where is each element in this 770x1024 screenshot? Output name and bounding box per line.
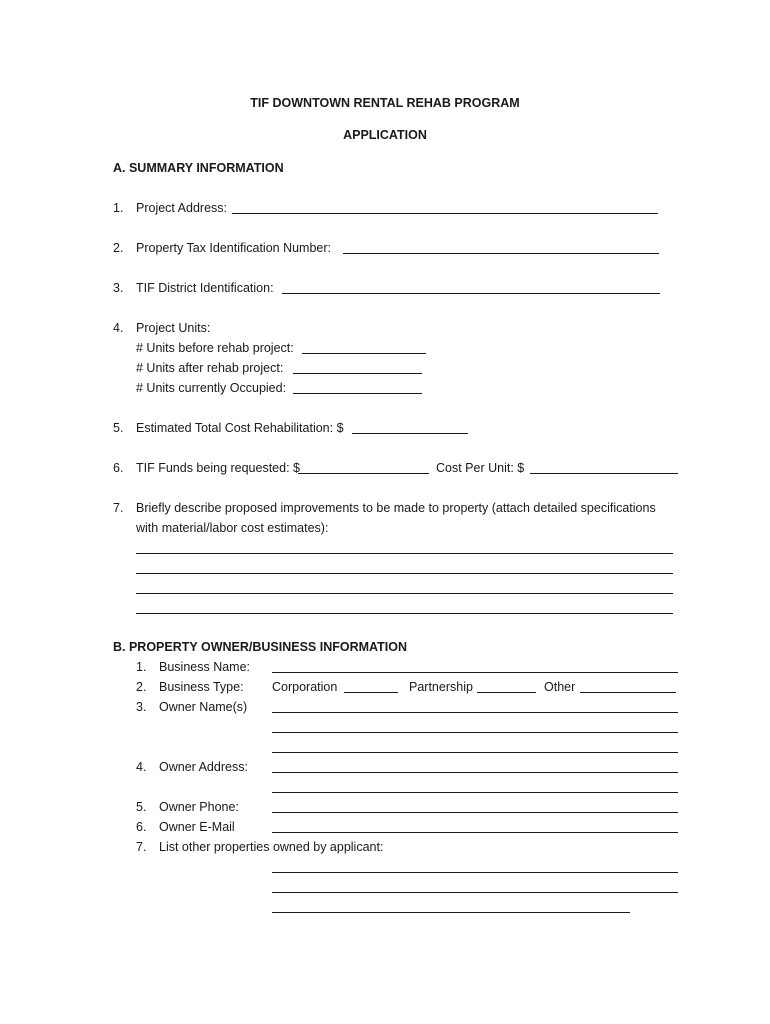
improvements-label: Briefly describe proposed improvements to be made to property (attach detailed specifications — [136, 501, 656, 515]
other-properties-label: List other properties owned by applicant: — [159, 840, 384, 854]
units-after-label: # Units after rehab project: — [136, 361, 284, 375]
item-number: 6. — [113, 461, 124, 475]
item-number: 7. — [136, 840, 147, 854]
item-number: 2. — [113, 241, 124, 255]
business-type-label: Business Type: — [159, 680, 244, 694]
improvements-field-line[interactable] — [136, 553, 673, 554]
owner-address-field-line[interactable] — [272, 772, 678, 773]
document-subtitle: APPLICATION — [343, 128, 427, 142]
other-field[interactable] — [580, 692, 676, 693]
item-number: 5. — [136, 800, 147, 814]
item-number: 5. — [113, 421, 124, 435]
tif-district-label: TIF District Identification: — [136, 281, 274, 295]
business-name-label: Business Name: — [159, 660, 251, 674]
owner-phone-label: Owner Phone: — [159, 800, 239, 814]
improvements-field-line[interactable] — [136, 593, 673, 594]
tif-district-field[interactable] — [282, 293, 660, 294]
total-cost-label: Estimated Total Cost Rehabilitation: $ — [136, 421, 344, 435]
improvements-label-cont: with material/labor cost estimates): — [136, 521, 329, 535]
tif-funds-label: TIF Funds being requested: $ — [136, 461, 300, 475]
section-a-heading: A. SUMMARY INFORMATION — [113, 161, 284, 175]
units-before-field[interactable] — [302, 353, 426, 354]
units-occupied-label: # Units currently Occupied: — [136, 381, 287, 395]
units-before-label: # Units before rehab project: — [136, 341, 294, 355]
project-address-label: Project Address: — [136, 201, 228, 215]
owner-address-label: Owner Address: — [159, 760, 248, 774]
owner-names-label: Owner Name(s) — [159, 700, 248, 714]
owner-names-field-line[interactable] — [272, 732, 678, 733]
other-properties-field-line[interactable] — [272, 912, 630, 913]
document-title: TIF DOWNTOWN RENTAL REHAB PROGRAM — [250, 96, 520, 110]
other-properties-field-line[interactable] — [272, 892, 678, 893]
item-number: 3. — [136, 700, 147, 714]
owner-names-field-line[interactable] — [272, 712, 678, 713]
owner-names-field-line[interactable] — [272, 752, 678, 753]
corporation-field[interactable] — [344, 692, 398, 693]
item-number: 3. — [113, 281, 124, 295]
improvements-field-line[interactable] — [136, 573, 673, 574]
project-address-field[interactable] — [232, 213, 658, 214]
other-properties-field-line[interactable] — [272, 872, 678, 873]
item-number: 4. — [136, 760, 147, 774]
item-number: 7. — [113, 501, 124, 515]
cost-per-unit-label: Cost Per Unit: $ — [436, 461, 525, 475]
item-number: 6. — [136, 820, 147, 834]
owner-phone-field[interactable] — [272, 812, 678, 813]
other-option: Other — [544, 680, 576, 694]
partnership-field[interactable] — [477, 692, 536, 693]
owner-email-field[interactable] — [272, 832, 678, 833]
item-number: 2. — [136, 680, 147, 694]
project-units-label: Project Units: — [136, 321, 211, 335]
item-number: 1. — [136, 660, 147, 674]
corporation-option: Corporation — [272, 680, 338, 694]
improvements-field-line[interactable] — [136, 613, 673, 614]
units-occupied-field[interactable] — [293, 393, 422, 394]
units-after-field[interactable] — [293, 373, 422, 374]
owner-email-label: Owner E-Mail — [159, 820, 235, 834]
owner-address-field-line[interactable] — [272, 792, 678, 793]
tax-id-field[interactable] — [343, 253, 659, 254]
tax-id-label: Property Tax Identification Number: — [136, 241, 332, 255]
total-cost-field[interactable] — [352, 433, 468, 434]
item-number: 1. — [113, 201, 124, 215]
cost-per-unit-field[interactable] — [530, 473, 678, 474]
item-number: 4. — [113, 321, 124, 335]
section-b-heading: B. PROPERTY OWNER/BUSINESS INFORMATION — [113, 640, 408, 654]
tif-funds-field[interactable] — [298, 473, 429, 474]
partnership-option: Partnership — [409, 680, 473, 694]
business-name-field[interactable] — [272, 672, 678, 673]
